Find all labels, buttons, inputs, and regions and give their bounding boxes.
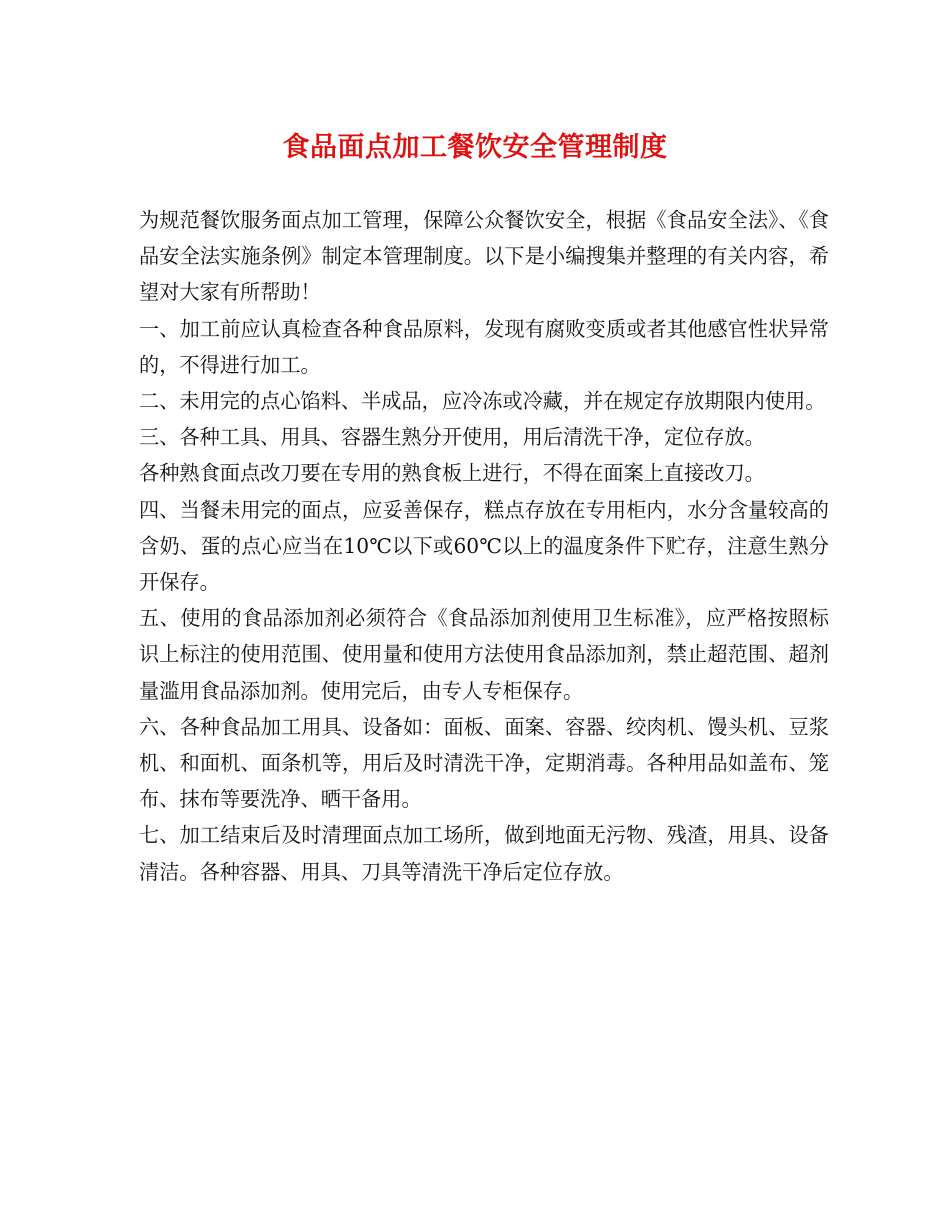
rule-paragraph-3-continued: 各种熟食面点改刀要在专用的熟食板上进行，不得在面案上直接改刀。 bbox=[139, 461, 765, 486]
rule-paragraph-7: 七、加工结束后及时清理面点加工场所，做到地面无污物、残渣，用具、设备清洁。各种容器、用具、刀具等清洗干净后定位存放。 bbox=[139, 823, 829, 884]
document-title: 食品面点加工餐饮安全管理制度 bbox=[282, 132, 668, 163]
document-body bbox=[139, 202, 829, 890]
rule-paragraph-6: 六、各种食品加工用具、设备如：面板、面案、容器、绞肉机、馒头机、豆浆机、和面机、面条机等，用后及时清洗干净，定期消毒。各种用品如盖布、笼布、抹布等要洗净、晒干备用。 bbox=[139, 714, 829, 812]
intro-paragraph: 为规范餐饮服务面点加工管理，保障公众餐饮安全，根据《食品安全法》、《食品安全法实施条例》制定本管理制度。以下是小编搜集并整理的有关内容，希望对大家有所帮助！ bbox=[139, 208, 829, 305]
rule-paragraph-3: 三、各种工具、用具、容器生熟分开使用，用后清洗干净，定位存放。 bbox=[139, 425, 765, 450]
rule-paragraph-4: 四、当餐未用完的面点，应妥善保存，糕点存放在专用柜内，水分含量较高的含奶、蛋的点心应当在10℃以下或60℃以上的温度条件下贮存，注意生熟分开保存。 bbox=[139, 497, 829, 595]
rule-paragraph-1: 一、加工前应认真检查各种食品原料，发现有腐败变质或者其他感官性状异常的，不得进行加工。 bbox=[139, 316, 829, 377]
rule-paragraph-5: 五、使用的食品添加剂必须符合《食品添加剂使用卫生标准》，应严格按照标识上标注的使用范围、使用量和使用方法使用食品添加剂，禁止超范围、超剂量滥用食品添加剂。使用完后，由专人专柜保存。 bbox=[139, 606, 829, 703]
rule-paragraph-2: 二、未用完的点心馅料、半成品，应冷冻或冷藏，并在规定存放期限内使用。 bbox=[139, 389, 826, 414]
